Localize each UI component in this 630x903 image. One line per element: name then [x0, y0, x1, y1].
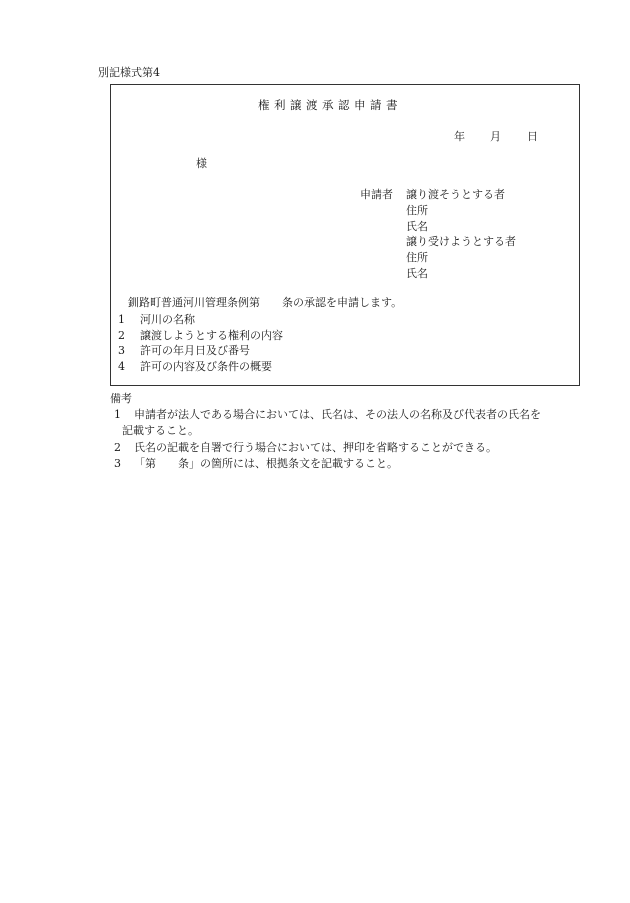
date-day-label: 日 [527, 130, 538, 143]
note-number: 2 [114, 441, 121, 454]
item-number: 3 [118, 344, 125, 357]
applicant-label: 申請者 [360, 188, 393, 201]
item-right-content: 譲渡しようとする権利の内容 [140, 329, 283, 342]
date-year-label: 年 [454, 130, 465, 143]
note-text: 「第 条」の箇所には、根拠条文を記載すること。 [134, 457, 398, 470]
notes-heading: 備考 [110, 392, 132, 405]
addressee-honorific: 様 [196, 157, 207, 170]
item-number: 4 [118, 360, 125, 373]
transferee-address-label: 住所 [406, 251, 428, 264]
transferee-label: 譲り受けようとする者 [406, 235, 516, 248]
transferor-label: 譲り渡そうとする者 [406, 188, 505, 201]
item-number: 1 [118, 313, 125, 326]
transferor-address-label: 住所 [406, 204, 428, 217]
transferor-name-label: 氏名 [406, 220, 428, 233]
note-number: 1 [114, 408, 121, 421]
item-river-name: 河川の名称 [140, 313, 195, 326]
item-permit-conditions: 許可の内容及び条件の概要 [140, 360, 272, 373]
note-number: 3 [114, 457, 121, 470]
form-title: 権利譲渡承認申請書 [258, 98, 402, 112]
request-sentence: 釧路町普通河川管理条例第 条の承認を申請します。 [128, 296, 403, 309]
item-permit-date-number: 許可の年月日及び番号 [140, 344, 250, 357]
form-number-label: 別記様式第4 [98, 66, 160, 79]
item-number: 2 [118, 329, 125, 342]
date-month-label: 月 [490, 130, 501, 143]
note-text: 氏名の記載を自署で行う場合においては、押印を省略することができる。 [134, 441, 497, 454]
transferee-name-label: 氏名 [406, 267, 428, 280]
note-text: 申請者が法人である場合においては、氏名は、その法人の名称及び代表者の氏名を [134, 408, 541, 421]
note-text-continuation: 記載すること。 [122, 424, 199, 437]
